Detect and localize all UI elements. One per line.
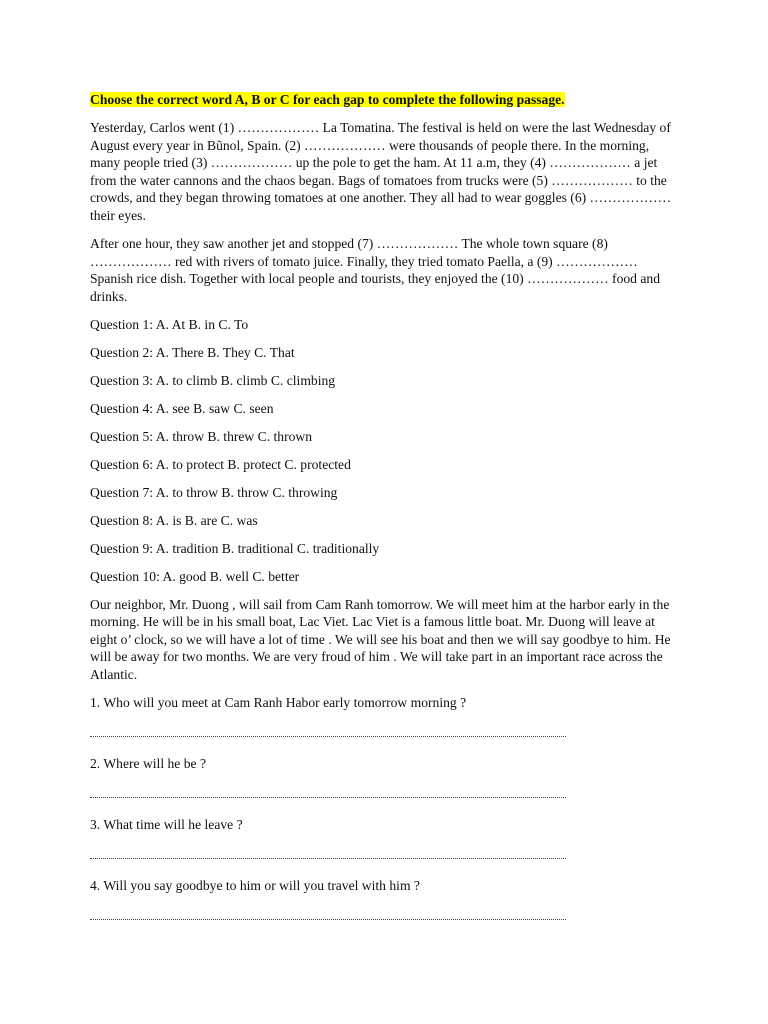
answer-line-2[interactable] <box>90 783 566 798</box>
answer-line-3[interactable] <box>90 844 566 859</box>
passage-1-paragraph-2: After one hour, they saw another jet and stopped (7) ……………… The whole town square (8) ……………… red with rivers of tomato juice. Finally, they tried tomato Paella, a (9) ……………… Spanish rice dish. Together with local people and tourists, they enjoyed the (10) ……………… food and drinks. <box>90 235 661 304</box>
answer-line-4[interactable] <box>90 905 566 920</box>
multiple-choice-list <box>90 316 680 585</box>
comprehension-item <box>90 694 680 737</box>
answer-line-1[interactable] <box>90 722 566 737</box>
comprehension-item <box>90 755 680 798</box>
question-2: Question 2: A. There B. They C. That <box>90 344 295 360</box>
instruction-highlight: Choose the correct word A, B or C for each gap to complete the following passage. <box>90 92 565 107</box>
comprehension-item <box>90 816 680 859</box>
question-4: Question 4: A. see B. saw C. seen <box>90 400 274 416</box>
question-3: Question 3: A. to climb B. climb C. climbing <box>90 372 336 388</box>
comprehension-question-2: 2. Where will he be ? <box>90 755 207 771</box>
question-7: Question 7: A. to throw B. throw C. throwing <box>90 484 338 500</box>
comprehension-list <box>90 694 680 920</box>
question-5: Question 5: A. throw B. threw C. thrown <box>90 428 313 444</box>
passage-2-paragraph: Our neighbor, Mr. Duong , will sail from Cam Ranh tomorrow. We will meet him at the harbor early in the morning. He will be in his small boat, Lac Viet. Lac Viet is a famous little boat. Mr. Duong will leave at eight o’ clock, so we will have a lot of time . We will see his boat and then we will say goodbye to him. He will be away for two months. We are very froud of him . We will take part in an important race across the Atlantic. <box>90 596 671 682</box>
passage-1-paragraph-1: Yesterday, Carlos went (1) ……………… La Tomatina. The festival is held on were the last Wednesday of August every year in Bũnol, Spain. (2) ……………… were thousands of people there. In the morning, many people tried (3) ……………… up the pole to get the ham. At 11 a.m, they (4) ……………… a jet from the water cannons and the chaos began. Bags of tomatoes from trucks were (5) ……………… to the crowds, and they began throwing tomatoes at one another. They all had to wear goggles (6) ……………… their eyes. <box>90 119 672 223</box>
question-10: Question 10: A. good B. well C. better <box>90 568 300 584</box>
worksheet-page <box>90 91 680 938</box>
question-6: Question 6: A. to protect B. protect C. protected <box>90 456 351 472</box>
comprehension-question-1: 1. Who will you meet at Cam Ranh Habor early tomorrow morning ? <box>90 694 467 710</box>
question-1: Question 1: A. At B. in C. To <box>90 316 249 332</box>
comprehension-item <box>90 877 680 920</box>
question-9: Question 9: A. tradition B. traditional C. traditionally <box>90 540 380 556</box>
comprehension-question-3: 3. What time will he leave ? <box>90 816 243 832</box>
instruction-line <box>90 91 680 109</box>
question-8: Question 8: A. is B. are C. was <box>90 512 258 528</box>
comprehension-question-4: 4. Will you say goodbye to him or will you travel with him ? <box>90 877 420 893</box>
